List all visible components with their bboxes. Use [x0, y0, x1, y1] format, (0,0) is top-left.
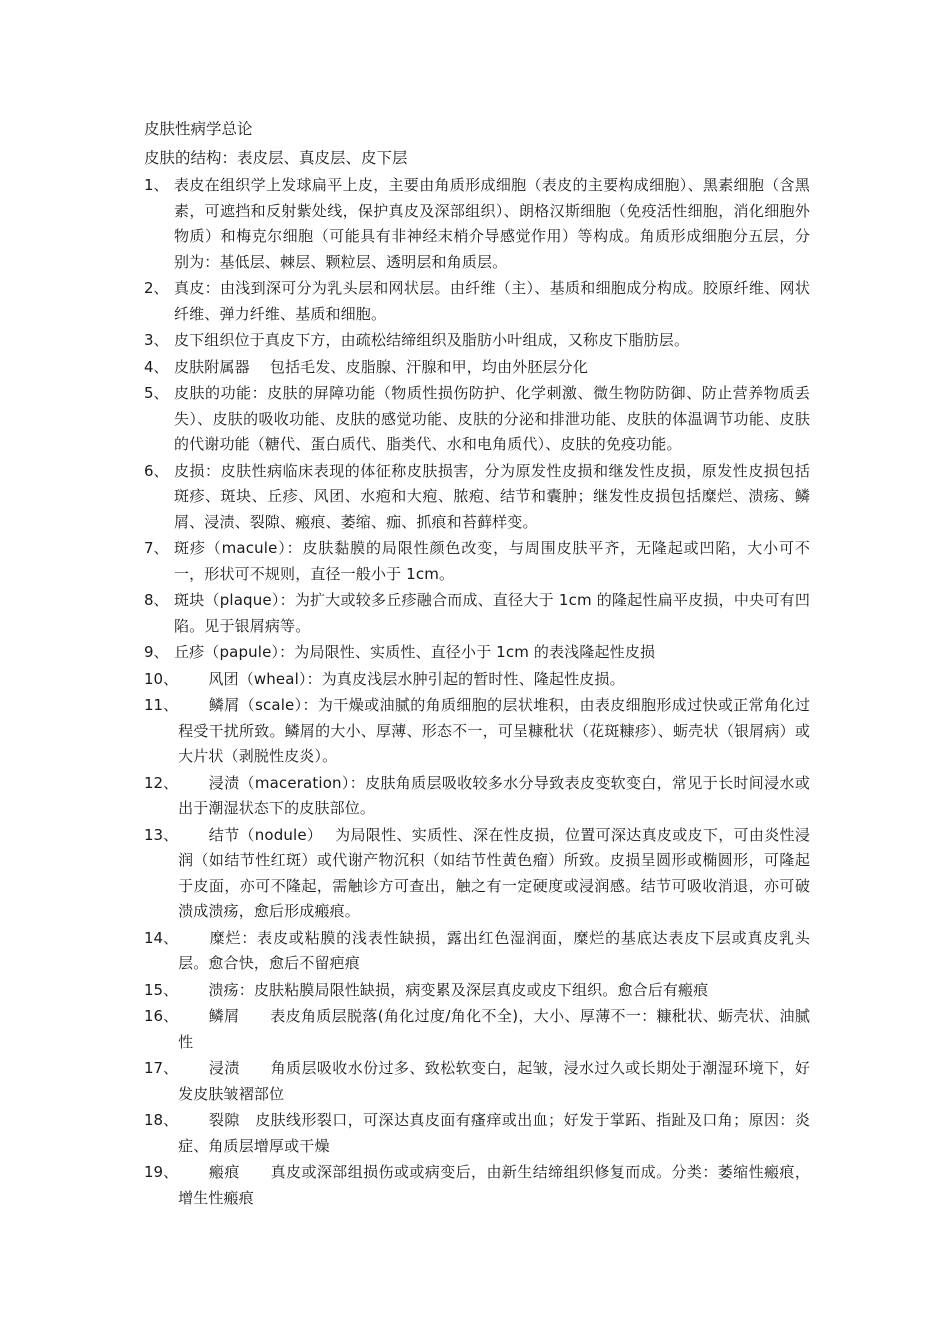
numbered-list: [144, 173, 810, 1211]
skin-structure-line: 皮肤的结构：表皮层、真皮层、皮下层: [144, 149, 408, 167]
list-item-text: 溃疡：皮肤粘膜局限性缺损，病变累及深层真皮或皮下组织。愈合后有瘢痕: [178, 980, 709, 999]
list-item-number: 13、: [144, 825, 179, 844]
list-item: [144, 693, 810, 770]
list-item-text: 裂隙 皮肤线形裂口，可深达真皮面有瘙痒或出血；好发于掌跖、指趾及口角；原因：炎症、角质层增厚或干燥: [178, 1111, 810, 1155]
list-item-number: 2、: [144, 279, 169, 297]
list-item: [144, 978, 810, 1004]
list-item-number: 18、: [144, 1111, 179, 1129]
list-item: [144, 459, 810, 536]
list-item: [144, 1004, 810, 1055]
list-item-number: 7、: [144, 539, 169, 557]
list-item-number: 14、: [144, 928, 179, 947]
list-item: [144, 823, 810, 925]
list-item: [144, 588, 810, 639]
list-item-number: 11、: [144, 696, 179, 714]
list-item-number: 8、: [144, 591, 169, 609]
list-item-number: 9、: [144, 643, 169, 661]
list-item: [144, 1160, 810, 1211]
list-item: [144, 1056, 810, 1107]
list-item-text: 鳞屑 表皮角质层脱落(角化过度/角化不全)，大小、厚薄不一：糠秕状、蛎壳状、油腻性: [178, 1007, 810, 1051]
list-item-number: 15、: [144, 980, 179, 999]
list-item-text: 鳞屑（scale）：为干燥或油腻的角质细胞的层状堆积，由表皮细胞形成过快或正常角化过程受干扰所致。鳞屑的大小、厚薄、形态不一，可呈糠秕状（花斑糠疹）、蛎壳状（银屑病）或大片状（剥脱性皮炎）。: [178, 696, 810, 765]
list-item-text: 斑疹（macule）：皮肤黏膜的局限性颜色改变，与周围皮肤平齐，无隆起或凹陷，大小可不一，形状可不规则，直径一般小于 1cm。: [174, 539, 810, 583]
list-item-text: 浸渍（maceration）：皮肤角质层吸收较多水分导致表皮变软变白，常见于长时间浸水或出于潮湿状态下的皮肤部位。: [178, 773, 810, 817]
list-item-text: 糜烂：表皮或粘膜的浅表性缺损，露出红色湿润面，糜烂的基底达表皮下层或真皮乳头层。愈合快，愈后不留疤痕: [178, 928, 810, 972]
list-item-text: 皮下组织位于真皮下方，由疏松结缔组织及脂肪小叶组成，又称皮下脂肪层。: [174, 331, 690, 349]
list-item-text: 皮肤的功能：皮肤的屏障功能（物质性损伤防护、化学刺激、微生物防防御、防止营养物质丢失）、皮肤的吸收功能、皮肤的感觉功能、皮肤的分泌和排泄功能、皮肤的体温调节功能、皮肤的代谢功能（糖代、蛋白质代、脂类代、水和电角质代）、皮肤的免疫功能。: [174, 384, 810, 453]
list-item: [144, 355, 810, 381]
list-item-number: 10、: [144, 669, 179, 688]
list-item-number: 1、: [144, 176, 169, 194]
list-item-number: 6、: [144, 461, 169, 480]
list-item-text: 表皮在组织学上发球扁平上皮，主要由角质形成细胞（表皮的主要构成细胞）、黑素细胞（含黑素，可遮挡和反射紫处线，保护真皮及深部组织）、朗格汉斯细胞（免疫活性细胞，消化细胞外物质）和梅克尔细胞（可能具有非神经末梢介导感觉作用）等构成。角质形成细胞分五层，分别为：基低层、棘层、颗粒层、透明层和角质层。: [174, 176, 810, 271]
list-item-text: 皮肤附属器 包括毛发、皮脂腺、汗腺和甲，均由外胚层分化: [174, 357, 588, 376]
list-item: [144, 173, 810, 275]
list-item-text: 浸渍 角质层吸收水份过多、致松软变白，起皱，浸水过久或长期处于潮湿环境下，好发皮肤皱褶部位: [178, 1059, 810, 1103]
list-item: [144, 926, 810, 977]
list-item-text: 风团（wheal）：为真皮浅层水肿引起的暂时性、隆起性皮损。: [178, 669, 625, 688]
list-item-text: 皮损：皮肤性病临床表现的体征称皮肤损害，分为原发性皮损和继发性皮损，原发性皮损包括斑疹、斑块、丘疹、风团、水疱和大疱、脓疱、结节和囊肿；继发性皮损包括糜烂、溃疡、鳞屑、浸渍、裂隙、瘢痕、萎缩、痂、抓痕和苔藓样变。: [174, 461, 810, 531]
list-item-text: 斑块（plaque）：为扩大或较多丘疹融合而成、直径大于 1cm 的隆起性扁平皮损，中央可有凹陷。见于银屑病等。: [174, 591, 810, 635]
list-item-number: 17、: [144, 1059, 179, 1077]
document-body: [144, 115, 810, 1212]
list-item: [144, 640, 810, 666]
list-item-number: 3、: [144, 331, 169, 349]
list-item-text: 丘疹（papule）：为局限性、实质性、直径小于 1cm 的表浅隆起性皮损: [174, 643, 656, 661]
list-item: [144, 771, 810, 822]
list-item-number: 5、: [144, 384, 169, 402]
list-item-number: 12、: [144, 773, 179, 792]
list-item: [144, 536, 810, 587]
list-item: [144, 1108, 810, 1159]
list-item-number: 4、: [144, 357, 169, 376]
list-item-text: 真皮：由浅到深可分为乳头层和网状层。由纤维（主）、基质和细胞成分构成。胶原纤维、网状纤维、弹力纤维、基质和细胞。: [174, 279, 810, 323]
list-item: [144, 328, 810, 354]
list-item: [144, 667, 810, 693]
list-item: [144, 276, 810, 327]
list-item-number: 19、: [144, 1163, 179, 1181]
document-title: 皮肤性病学总论: [144, 120, 253, 138]
list-item-text: 结节（nodule） 为局限性、实质性、深在性皮损，位置可深达真皮或皮下，可由炎性浸润（如结节性红斑）或代谢产物沉积（如结节性黄色瘤）所致。皮损呈圆形或椭圆形，可隆起于皮面，亦可不隆起，需触诊方可查出，触之有一定硬度或浸润感。结节可吸收消退，亦可破溃成溃疡，愈后形成瘢痕。: [178, 825, 810, 920]
list-item: [144, 381, 810, 458]
list-item-number: 16、: [144, 1007, 179, 1025]
list-item-text: 瘢痕 真皮或深部组损伤或或病变后，由新生结缔组织修复而成。分类：萎缩性瘢痕，增生性瘢痕: [178, 1163, 810, 1207]
